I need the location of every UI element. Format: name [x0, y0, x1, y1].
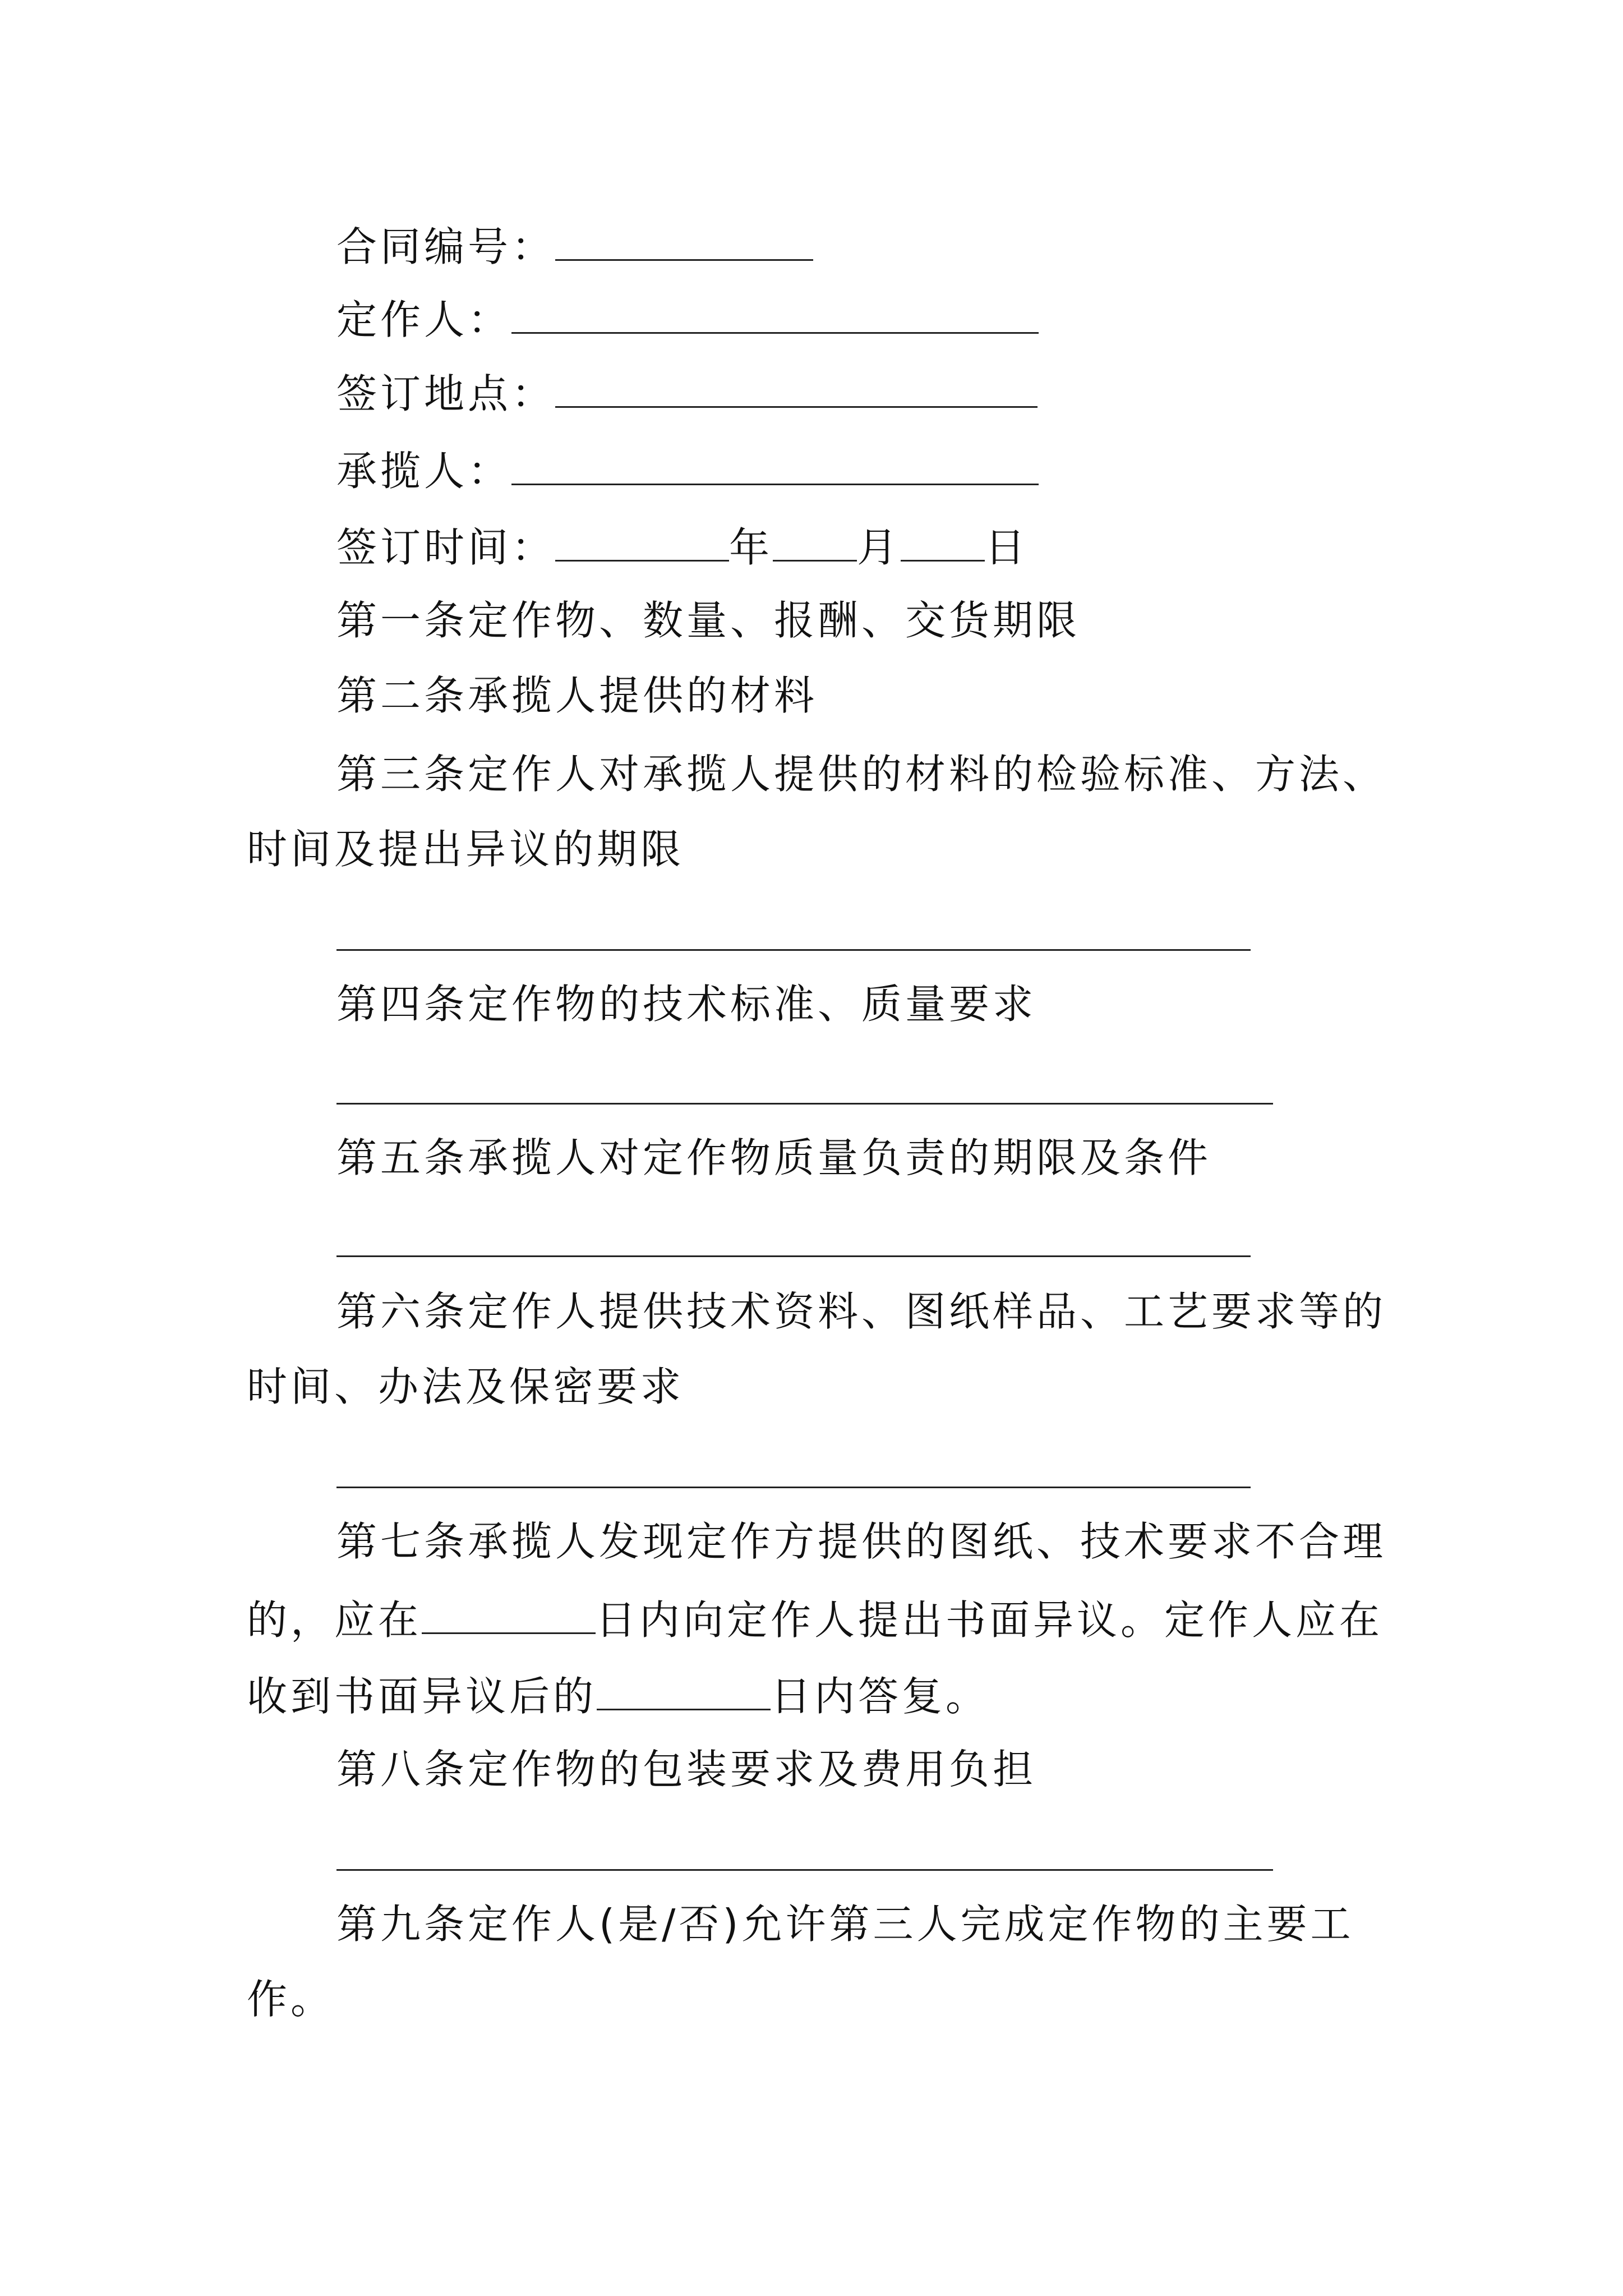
sign-time-label: 签订时间：: [336, 524, 556, 571]
article-3-answer-line: [336, 949, 1251, 951]
day-blank: [901, 524, 985, 562]
article-8: 第八条定作物的包装要求及费用负担: [336, 1746, 1037, 1793]
year-blank: [555, 524, 729, 562]
article-6-answer-line: [336, 1487, 1251, 1488]
article-7-line-3: [247, 1673, 990, 1720]
month-unit: 月: [857, 524, 901, 571]
article-5-answer-line: [336, 1255, 1251, 1257]
place-blank: [555, 370, 1038, 408]
month-blank: [773, 524, 857, 562]
article-6-line-1: 第六条定作人提供技术资料、图纸样品、工艺要求等的: [336, 1288, 1387, 1335]
days-to-object-blank: [422, 1596, 596, 1634]
contract-no-blank: [555, 223, 813, 261]
article-5: 第五条承揽人对定作物质量负责的期限及条件: [336, 1134, 1212, 1181]
sign-time-row: [336, 524, 1029, 571]
contract-no-label: 合同编号：: [336, 223, 556, 270]
article-6-line-2: 时间、办法及保密要求: [247, 1363, 685, 1410]
contractor-label: 承揽人：: [336, 448, 512, 495]
article-4: 第四条定作物的技术标准、质量要求: [336, 981, 1037, 1028]
article-4-answer-line: [336, 1103, 1273, 1105]
article-3-line-2: 时间及提出异议的期限: [247, 826, 685, 873]
orderer-label: 定作人：: [336, 296, 512, 343]
article-7-line-3-start: 收到书面异议后的: [247, 1673, 597, 1720]
place-row: [336, 370, 1038, 417]
article-7-line-1: 第七条承揽人发现定作方提供的图纸、技术要求不合理: [336, 1518, 1387, 1565]
article-7-line-2: [247, 1596, 1384, 1644]
orderer-row: [336, 296, 1039, 343]
orderer-blank: [511, 296, 1039, 334]
contractor-blank: [511, 448, 1039, 485]
article-1: 第一条定作物、数量、报酬、交货期限: [336, 597, 1081, 644]
contract-no-row: [336, 223, 813, 270]
article-7-line-2-start: 的，应在: [247, 1596, 422, 1644]
article-7-line-2-end: 日内向定作人提出书面异议。定作人应在: [596, 1596, 1384, 1644]
article-9-line-2: 作。: [247, 1976, 335, 2023]
article-3-line-1: 第三条定作人对承揽人提供的材料的检验标准、方法、: [336, 751, 1387, 798]
year-unit: 年: [729, 524, 773, 571]
contractor-row: [336, 448, 1039, 495]
article-8-answer-line: [336, 1869, 1273, 1871]
days-to-reply-blank: [597, 1673, 771, 1710]
article-2: 第二条承揽人提供的材料: [336, 672, 818, 719]
article-9-line-1: 第九条定作人(是/否)允许第三人完成定作物的主要工: [336, 1901, 1354, 1948]
place-label: 签订地点：: [336, 370, 556, 417]
article-7-line-3-end: 日内答复。: [771, 1673, 990, 1720]
day-unit: 日: [985, 524, 1029, 571]
